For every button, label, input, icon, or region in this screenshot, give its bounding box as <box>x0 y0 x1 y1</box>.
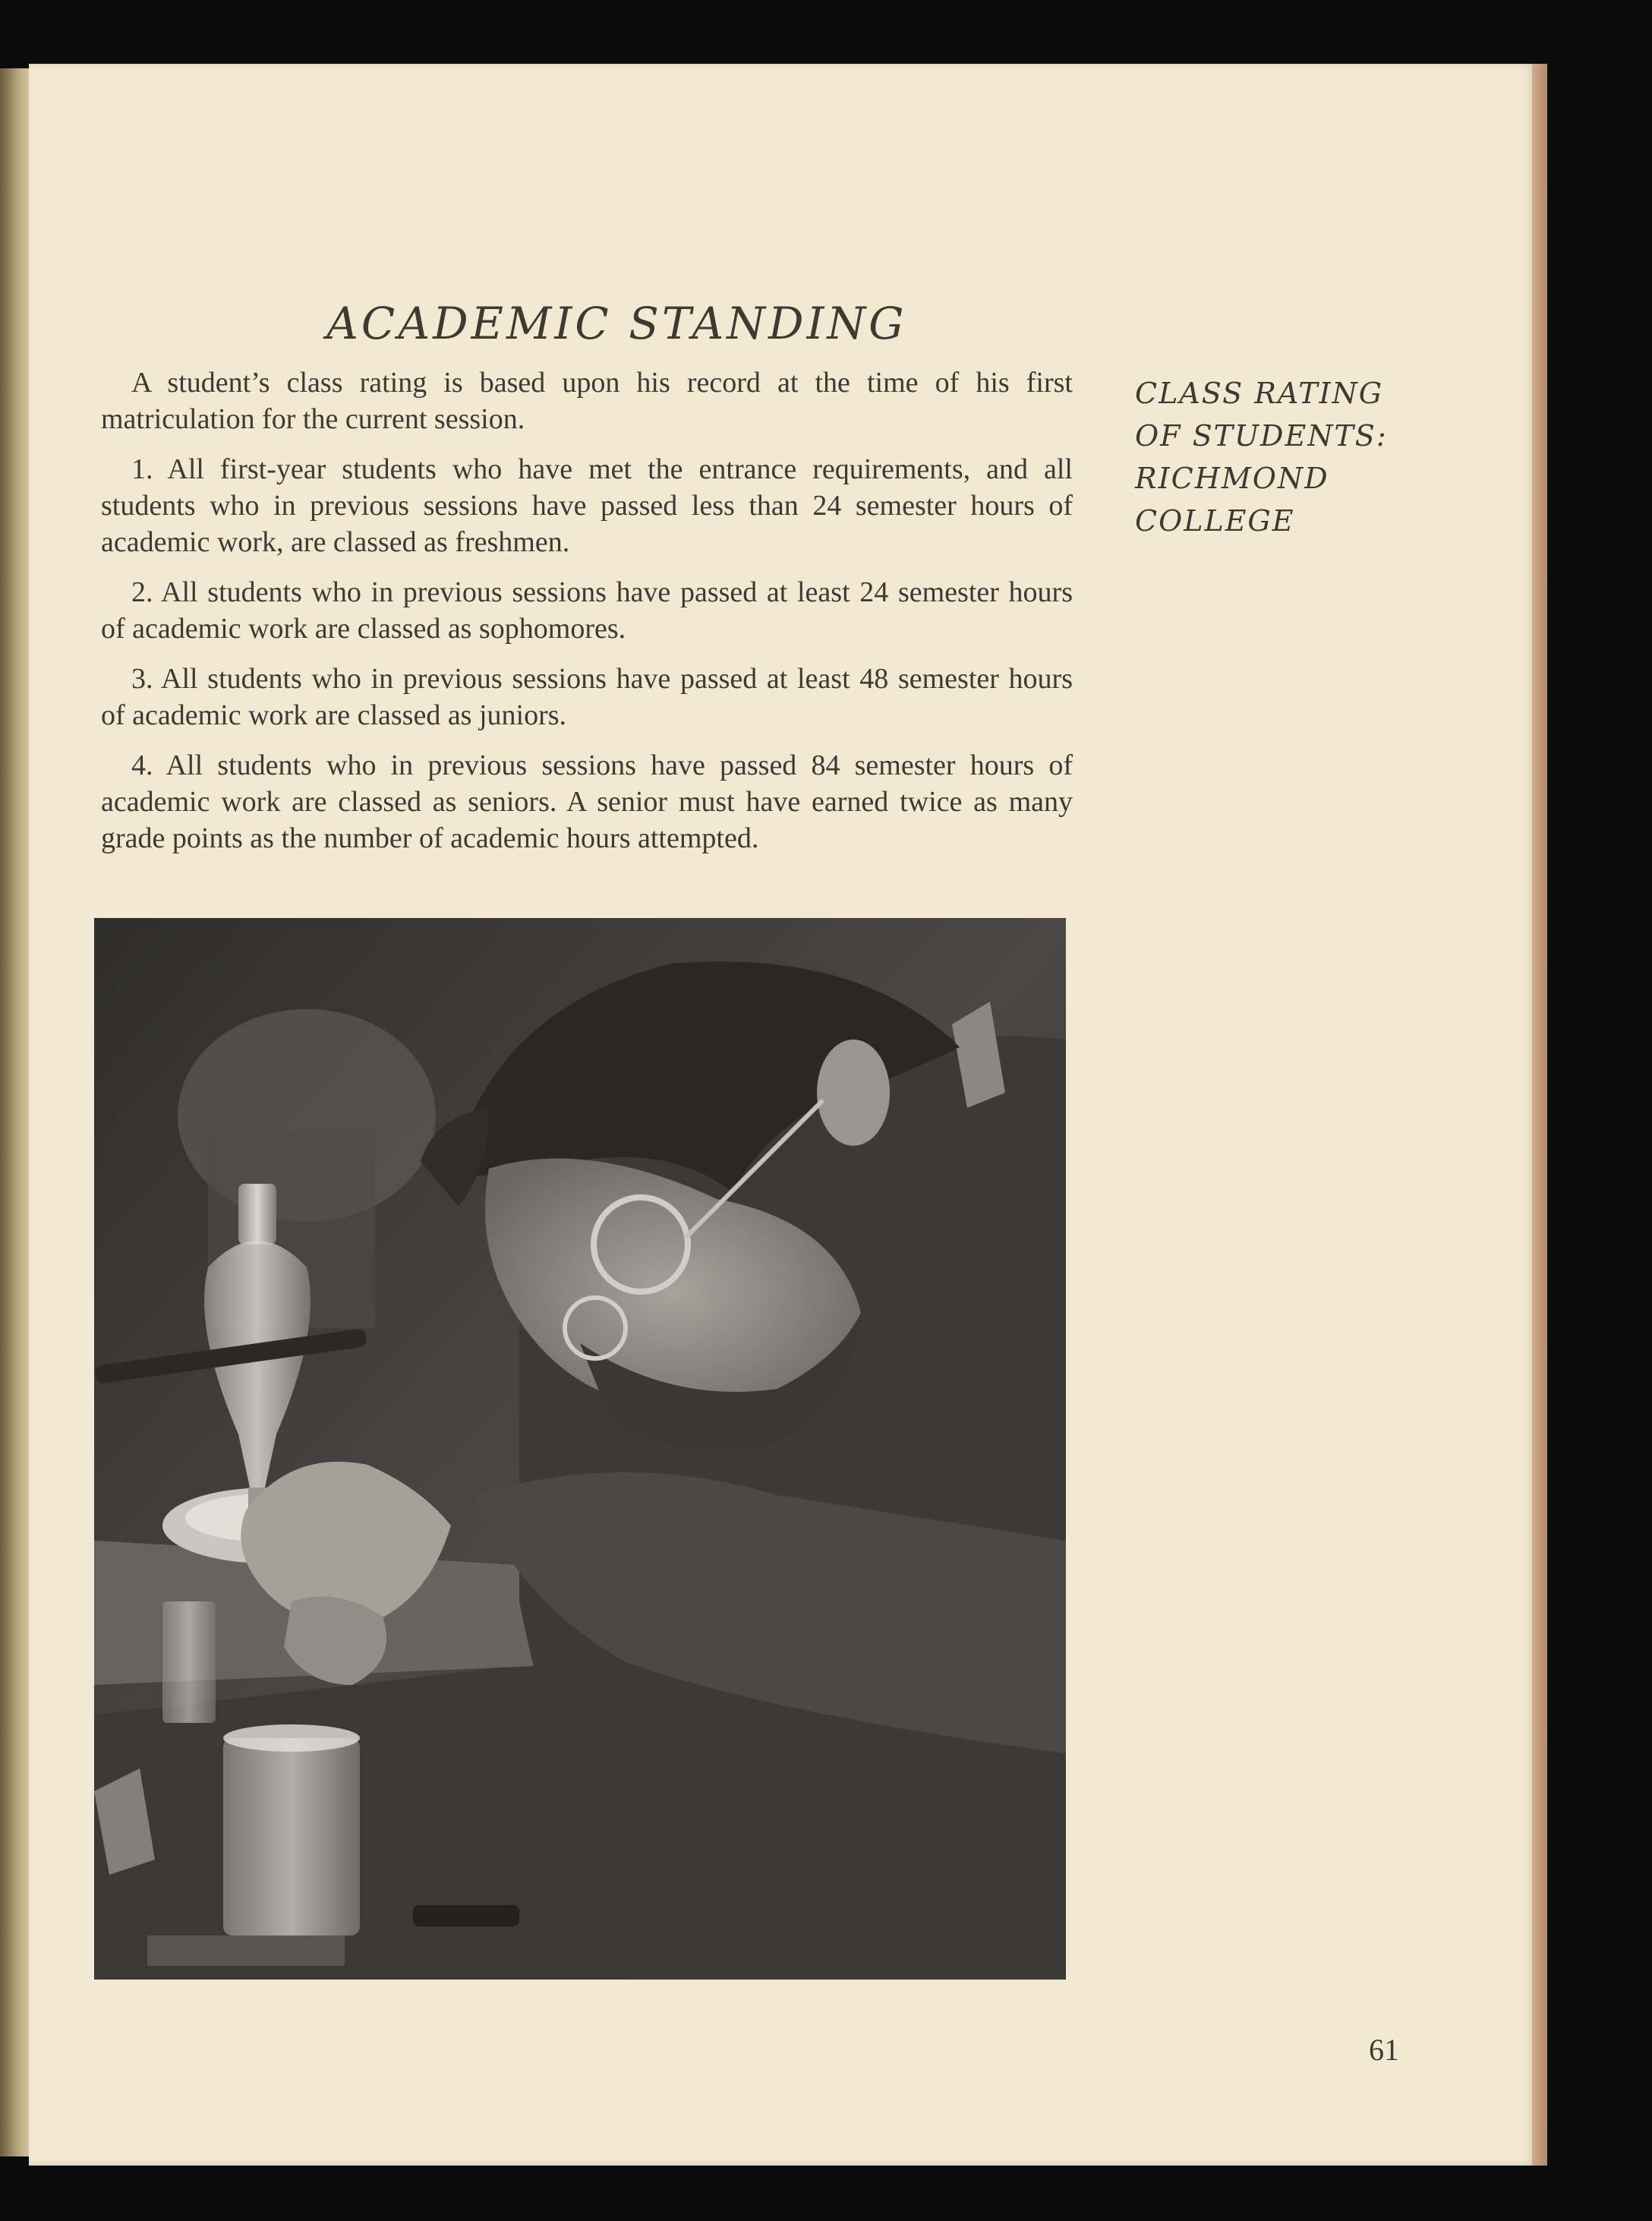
seniors-paragraph: 4. All students who in previous sessions have passed 84 semester hours of academic work are classed as seniors. A senior must have earned twice as many grade points as the number of academic hours attempted. <box>101 749 1073 854</box>
page-number: 61 <box>1369 2033 1399 2067</box>
body-text <box>101 364 1073 870</box>
margin-note-line: RICHMOND <box>1135 462 1329 495</box>
left-page-edge <box>0 68 30 2156</box>
right-page-edge <box>1532 64 1547 2166</box>
freshmen-paragraph: 1. All first-year students who have met the entrance requirements, and all students who in previous sessions have passed less than 24 semester hours of academic work, are classed as freshmen. <box>101 453 1073 558</box>
juniors-paragraph: 3. All students who in previous sessions have passed at least 48 semester hours of academic work are classed as juniors. <box>101 663 1073 731</box>
margin-note-line: CLASS RATING <box>1135 377 1384 410</box>
margin-note-line: COLLEGE <box>1135 504 1295 538</box>
margin-note <box>1135 372 1454 542</box>
margin-note-line: OF STUDENTS: <box>1135 419 1388 453</box>
intro-paragraph: A student’s class rating is based upon his record at the time of his first matriculation for the current session. <box>101 367 1073 435</box>
student-in-chemistry-lab-photo <box>94 918 1066 1980</box>
sophomores-paragraph: 2. All students who in previous sessions have passed at least 24 semester hours of academic work are classed as sophomores. <box>101 576 1073 645</box>
page-heading: ACADEMIC STANDING <box>326 298 907 349</box>
photo-illustration <box>94 918 1066 1980</box>
